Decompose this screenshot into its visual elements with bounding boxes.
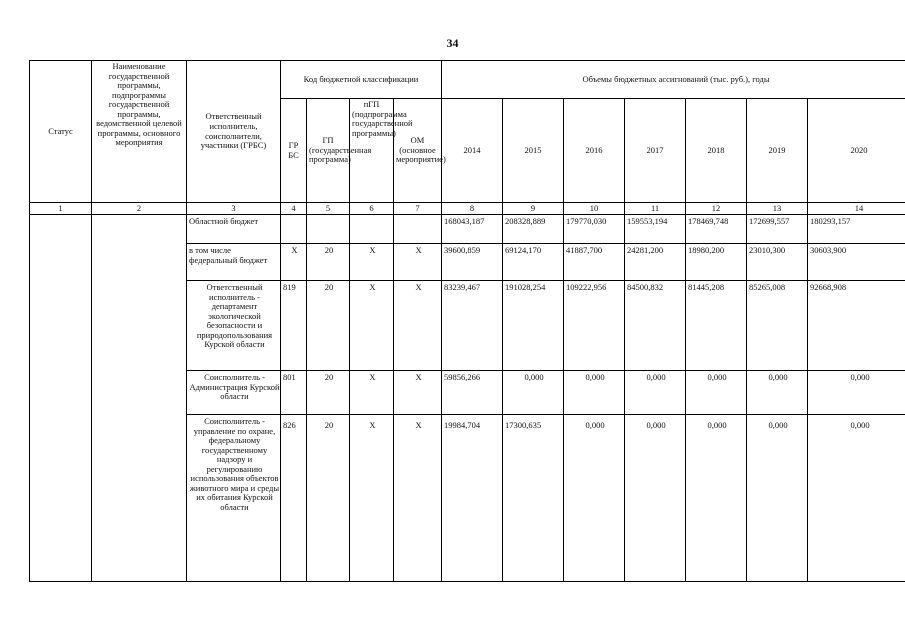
value-cell: 83239,467 [442,281,503,371]
header-gp: ГП (государственная программа) [307,99,350,203]
value-cell: 17300,635 [503,415,564,582]
value-cell: 208328,889 [503,215,564,244]
om-cell: Х [394,371,442,415]
pgp-cell: Х [350,281,394,371]
value-cell: 0,000 [686,415,747,582]
program-name-cell [92,415,187,582]
gp-cell: 20 [307,415,350,582]
grbs-cell: Х [281,244,307,281]
value-cell: 0,000 [808,371,905,415]
om-cell: Х [394,244,442,281]
value-cell: 59856,266 [442,371,503,415]
value-cell: 23010,300 [747,244,808,281]
participant-cell: Областной бюджет [187,215,281,244]
participant-cell: Соисполнитель - Администрация Курской области [187,371,281,415]
value-cell: 191028,254 [503,281,564,371]
header-budget-code: Код бюджетной классификации [281,61,442,99]
status-cell [30,215,92,415]
gp-cell [307,215,350,244]
value-cell: 180293,157 [808,215,905,244]
column-number: 10 [564,203,625,215]
header-allocations: Объемы бюджетных ассигнований (тыс. руб.), годы [442,61,905,99]
gp-cell: 20 [307,281,350,371]
participant-cell: Соисполнитель - управление по охране, федеральному государственному надзору и регулированию использования объектов животного мира и среды их обитания Курской области [187,415,281,582]
column-number: 3 [187,203,281,215]
header-program-name: Наименование государственной программы, подпрограммы государственной программы, ведомственной целевой программы, основного мероприятия [92,61,187,203]
header-year-2018: 2018 [686,99,747,203]
header-grbs: ГР БС [281,99,307,203]
header-row-1 [30,61,905,99]
value-cell: 0,000 [625,415,686,582]
header-year-2017: 2017 [625,99,686,203]
column-number: 9 [503,203,564,215]
column-number: 1 [30,203,92,215]
program-name-cell [92,215,187,415]
om-cell [394,215,442,244]
grbs-cell: 826 [281,415,307,582]
table-row [30,215,905,244]
column-number: 12 [686,203,747,215]
header-year-2020: 2020 [808,99,905,203]
header-year-2019: 2019 [747,99,808,203]
value-cell: 0,000 [564,415,625,582]
value-cell: 0,000 [564,371,625,415]
table-row [30,415,905,582]
header-year-2015: 2015 [503,99,564,203]
value-cell: 30603,900 [808,244,905,281]
pgp-cell: Х [350,415,394,582]
column-number: 5 [307,203,350,215]
header-year-2016: 2016 [564,99,625,203]
value-cell: 0,000 [625,371,686,415]
value-cell: 109222,956 [564,281,625,371]
header-pgp: пГП (подпрограмма государственной программы) [350,99,394,203]
column-number: 4 [281,203,307,215]
budget-table [29,60,905,582]
value-cell: 19984,704 [442,415,503,582]
value-cell: 0,000 [747,371,808,415]
column-number: 6 [350,203,394,215]
grbs-cell [281,215,307,244]
pgp-cell [350,215,394,244]
value-cell: 168043,187 [442,215,503,244]
value-cell: 0,000 [747,415,808,582]
value-cell: 178469,748 [686,215,747,244]
grbs-cell: 819 [281,281,307,371]
value-cell: 172699,557 [747,215,808,244]
status-cell [30,415,92,582]
value-cell: 81445,208 [686,281,747,371]
value-cell: 159553,194 [625,215,686,244]
gp-cell: 20 [307,371,350,415]
column-number: 13 [747,203,808,215]
participant-cell: в том числе федеральный бюджет [187,244,281,281]
pgp-cell: Х [350,244,394,281]
header-om: ОМ (основное мероприятие) [394,99,442,203]
value-cell: 92668,908 [808,281,905,371]
grbs-cell: 801 [281,371,307,415]
column-number: 14 [808,203,905,215]
header-status: Статус [30,61,92,203]
value-cell: 18980,200 [686,244,747,281]
value-cell: 84500,832 [625,281,686,371]
column-number: 7 [394,203,442,215]
pgp-cell: Х [350,371,394,415]
value-cell: 41887,700 [564,244,625,281]
value-cell: 85265,008 [747,281,808,371]
om-cell: Х [394,281,442,371]
column-number: 11 [625,203,686,215]
om-cell: Х [394,415,442,582]
value-cell: 0,000 [808,415,905,582]
value-cell: 69124,170 [503,244,564,281]
value-cell: 24281,200 [625,244,686,281]
gp-cell: 20 [307,244,350,281]
header-year-2014: 2014 [442,99,503,203]
value-cell: 0,000 [503,371,564,415]
value-cell: 0,000 [686,371,747,415]
page-number: 34 [446,36,459,50]
value-cell: 39600,859 [442,244,503,281]
value-cell: 179770,030 [564,215,625,244]
column-number-row [30,203,905,215]
column-number: 2 [92,203,187,215]
participant-cell: Ответственный исполнитель - департамент экологической безопасности и природопользования Курской области [187,281,281,371]
column-number: 8 [442,203,503,215]
header-responsible: Ответственный исполнитель, соисполнители, участники (ГРБС) [187,61,281,203]
